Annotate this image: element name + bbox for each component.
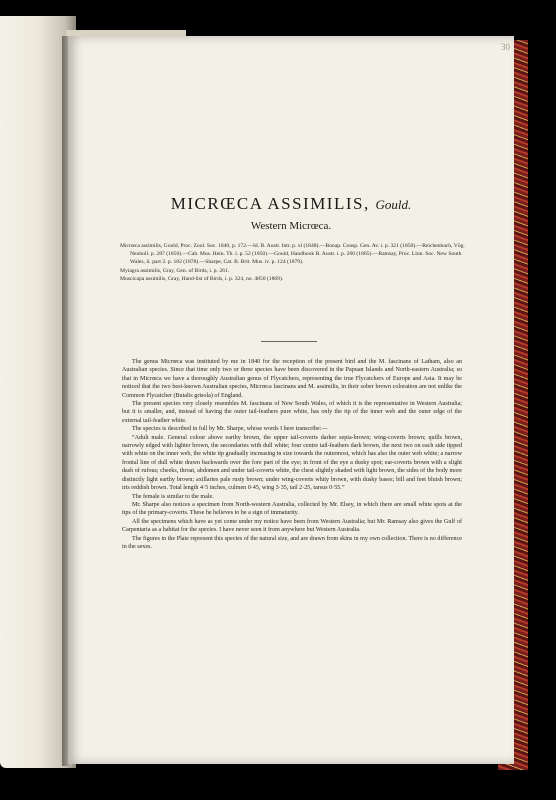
synonymy-entry: Muscicapa assimilis, Gray, Hand-list of Birds, i. p. 324, no. 4850 (1869). — [120, 275, 284, 282]
page-number: 30 — [501, 42, 510, 52]
paragraph: The genus Micrœca was instituted by me in 1840 for the reception of the present bird and the M. fascinans of Latham, also an Australian species. Since that time only two or three species have been discovered in the Papuan Islands and North-eastern Australia; so that in Micrœca we have a thoroughly Australian genus of Flycatchers, representing the true Flycatchers of Europe and Asia. It may be noticed that the two best-known Australian species, Micrœca fascinans and M. assimilis, in their sober brown coloration are not unlike the Common Flycatcher (Butalis grisola) of England. — [122, 359, 462, 399]
paragraph: The species is described in full by Mr. Sharpe, whose words I here transcribe:— — [132, 426, 328, 433]
species-name: MICRŒCA ASSIMILIS, — [170, 194, 370, 213]
book-page — [68, 36, 514, 764]
paragraph: Mr. Sharpe also notices a specimen from North-western Australia, collected by Mr. Elsey, in which there are small white spots at the tips of the primary-coverts. These he believes to be a sign of immaturity. — [122, 501, 462, 517]
section-divider — [261, 341, 317, 342]
species-author: Gould. — [375, 197, 412, 212]
synonymy-entry: Myiagra assimilis, Gray, Gen. of Birds, i. p. 261. — [120, 267, 230, 274]
paragraph: The present species very closely resembles M. fascinans of New South Wales, of which it is the representative in Western Australia; but it is smaller, and, instead of having the outer tail-feathers pure white, has only the tip of the inner web and the outer edge of the external tail-feather white. — [122, 401, 462, 424]
paragraph: The female is similar to the male. — [132, 493, 214, 500]
synonymy-block — [120, 242, 470, 283]
paragraph: The figures in the Plate represent this species of the natural size, and are drawn from skins in my own collection. There is no difference in the sexes. — [122, 535, 462, 550]
species-title — [68, 194, 514, 214]
main-text — [122, 358, 462, 551]
paragraph: “Adult male. General colour above earthy brown, the upper tail-coverts darker sepia-brown; wing-coverts brown; quills brown, narrowly edged with lighter brown, the secondaries with dull white; four centre tail-feathers dark brown, the next two on each side tipped with white on the inner web, the white tip gradually increasing in size towards the outermost, which has also the outer web white; a narrow frontal line of dull white drawn backwards over the fore part of the eye; in front of the eye a dusky spot; ear-coverts brown with a slight dash of rufous; cheeks, throat, abdomen and under tail-coverts white, the chest slightly shaded with light brown, the sides of the body more distinctly light earthy brown; axillaries pale rusty brown; under wing-coverts whity brown, with dusky bases; bill and feet bluish brown; iris reddish brown. Total length 4·5 inches, culmen 0·45, wing 3·35, tail 2·25, tarsus 0·55.” — [122, 434, 462, 492]
common-name: Western Micrœca. — [250, 220, 332, 232]
synonymy-entry: Micrœca assimilis, Gould, Proc. Zool. Soc. 1840, p. 172.—Id. B. Austr. Intr. p. xl (1848).—Bonap. Consp. Gen. Av. i. p. 321 (1850).—Reichenbach, Vög. Neuholl. p. 287 (1850).—Cab. Mus. Hein. Th. i. p. 52 (1850).—Gould, Handbook B. Austr. i. p. 260 (1865).—Ramsay, Proc. Linn. Soc. New South Wales, ii. part 2. p. 182 (1878).—Sharpe, Cat. B. Brit. Mus. iv. p. 124 (1879). — [120, 243, 465, 266]
paragraph: All the specimens which have as yet come under my notice have been from Western Australia; but Mr. Ramsay also gives the Gulf of Carpentaria as a habitat for the species. I have never seen it from anywhere but Western Australia. — [122, 518, 462, 534]
